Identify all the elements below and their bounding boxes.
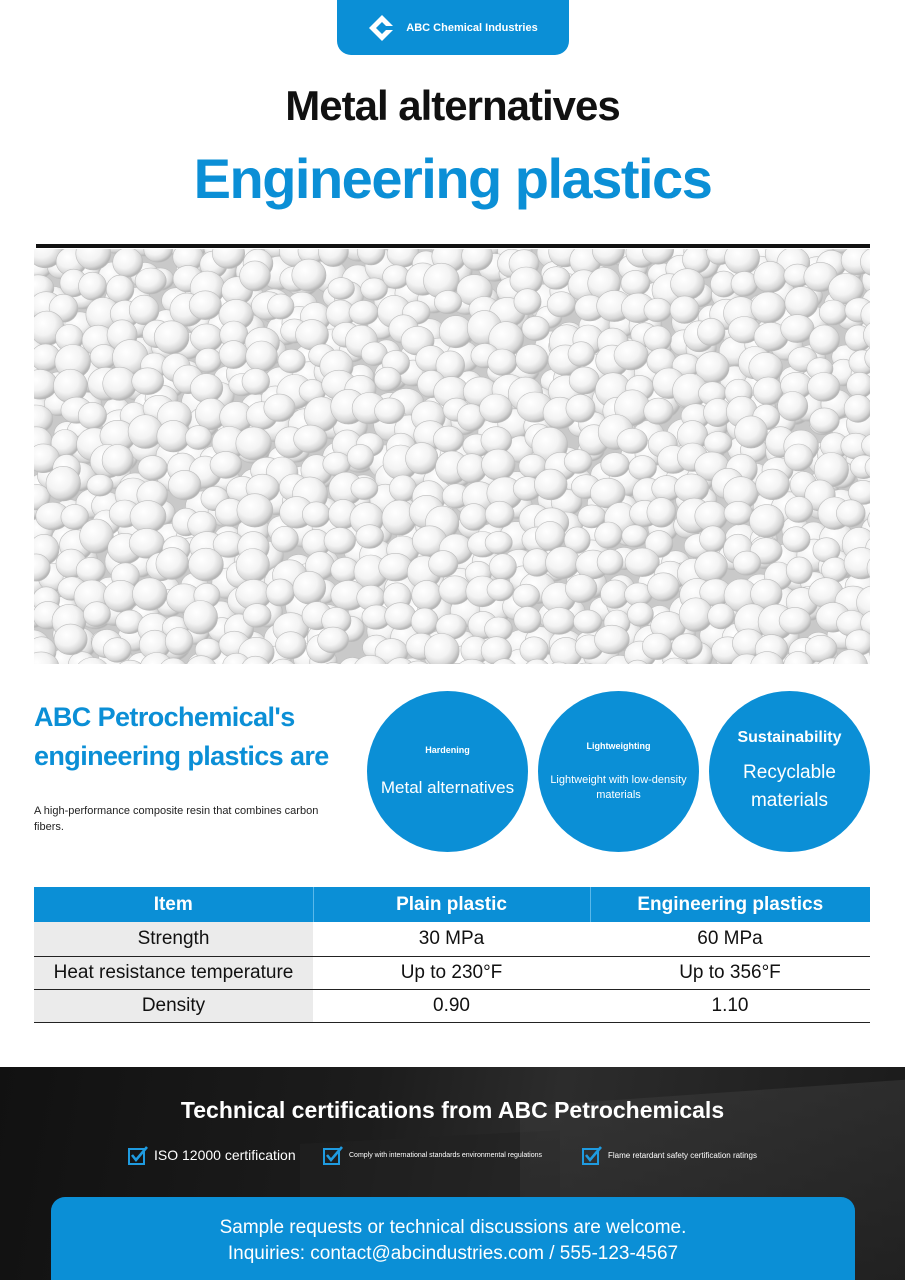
brand-tab: [337, 0, 569, 55]
table-row: [34, 956, 870, 989]
feature-circle-hardening: [367, 691, 528, 852]
divider: [36, 244, 870, 248]
contact-invite: Sample requests or technical discussions are welcome.: [219, 1217, 687, 1238]
row-label: Density: [34, 989, 313, 1022]
table-row: [34, 989, 870, 1022]
table-cell: Up to 230°F: [313, 956, 590, 989]
feature-circle-sustainability: [709, 691, 870, 852]
checkbox-check-icon: [128, 1145, 148, 1165]
feature-text: Lightweight with low-density materials: [550, 773, 687, 801]
table-header-row: [34, 887, 870, 922]
contact-inquiries: Inquiries: contact@abcindustries.com / 555-123-4567: [227, 1243, 679, 1264]
table-cell: 60 MPa: [590, 922, 870, 956]
feature-circle-lightweighting: [538, 691, 699, 852]
row-label: Strength: [34, 922, 313, 956]
comparison-table: [34, 887, 870, 1023]
certification-item: [582, 1145, 757, 1165]
table-cell: 0.90: [313, 989, 590, 1022]
certification-label: ISO 12000 certification: [154, 1147, 296, 1163]
certification-label: Comply with international standards environmental regulations: [349, 1151, 542, 1159]
feature-text: Metal alternatives: [380, 777, 515, 797]
certification-item: [323, 1145, 542, 1165]
column-header: Plain plastic: [313, 887, 590, 922]
column-header: Engineering plastics: [590, 887, 870, 922]
checkbox-check-icon: [582, 1145, 602, 1165]
diamond-logo-icon: [368, 14, 400, 42]
certifications-title: Technical certifications from ABC Petrochemicals: [180, 1097, 725, 1123]
brand-name: ABC Chemical Industries: [406, 21, 538, 34]
feature-text: Recyclable materials: [743, 761, 836, 811]
page-subtitle: Metal alternatives: [285, 82, 620, 129]
table-cell: 30 MPa: [313, 922, 590, 956]
feature-tag: Lightweighting: [586, 740, 651, 751]
table-cell: Up to 356°F: [590, 956, 870, 989]
white-plastic-pellets-photo: [34, 249, 870, 664]
certification-item: [128, 1145, 296, 1165]
row-label: Heat resistance temperature: [34, 956, 313, 989]
table-cell: 1.10: [590, 989, 870, 1022]
feature-tag: Sustainability: [737, 728, 842, 746]
feature-tag: Hardening: [425, 744, 470, 755]
intro-description: A high-performance composite resin that combines carbon fibers.: [34, 805, 319, 833]
hero-image: [34, 249, 870, 664]
checkbox-check-icon: [323, 1145, 343, 1165]
table-row: [34, 922, 870, 956]
contact-box: [51, 1197, 855, 1280]
column-header: Item: [34, 887, 313, 922]
certification-label: Flame retardant safety certification ratings: [608, 1150, 757, 1160]
page-title: Engineering plastics: [193, 147, 712, 210]
intro-heading: ABC Petrochemical's engineering plastics are: [34, 702, 329, 771]
